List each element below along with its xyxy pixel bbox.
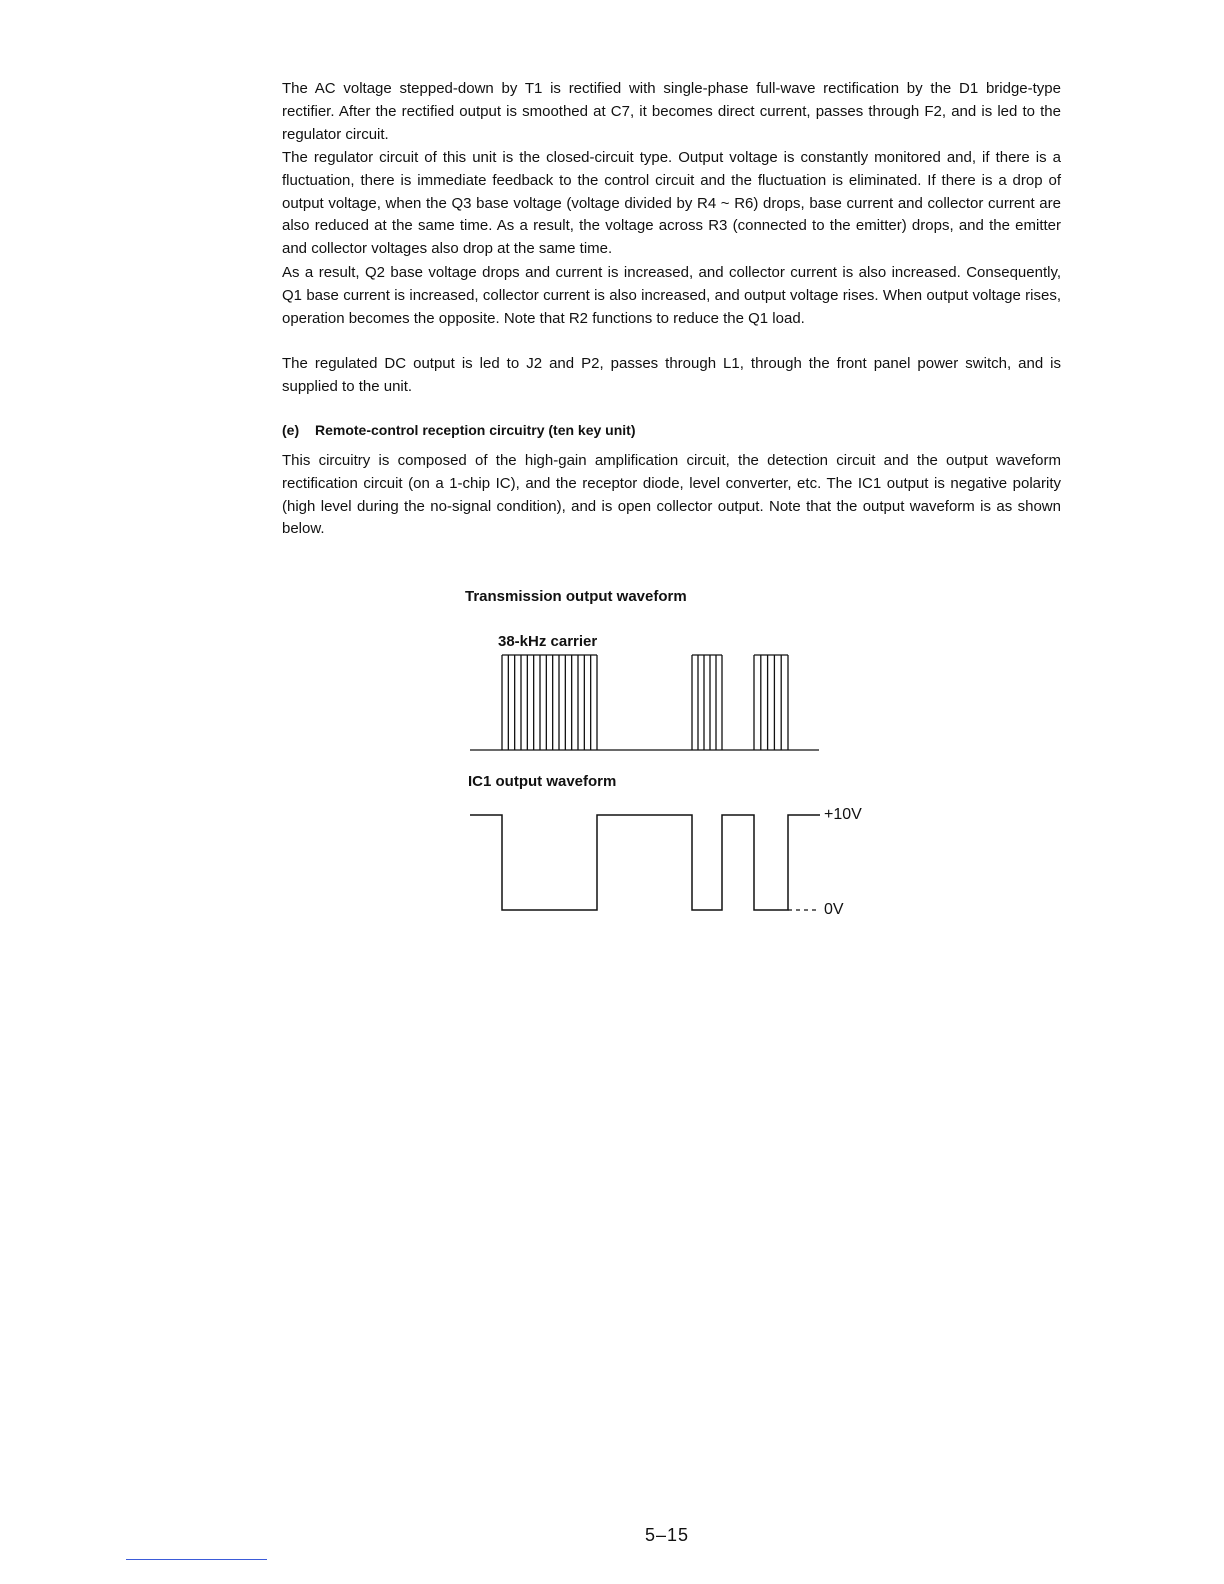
section-label: (e) bbox=[282, 422, 300, 438]
footer-rule bbox=[126, 1559, 267, 1560]
section-paragraph: This circuitry is composed of the high-gain amplification circuit, the detection circuit and the output waveform rectification circuit (on a 1-chip IC), and the receptor diode, level converter, etc. The IC1 output is negative polarity (high level during the no-signal condition), and is open collector output. Note that the output waveform is as shown below. bbox=[282, 452, 1061, 538]
paragraph-regulator-result: As a result, Q2 base voltage drops and current is increased, and collector current is also increased. Consequently, Q1 base current is increased, collector current is also increased, and output voltage rises. When output voltage rises, operation becomes the opposite. Note that R2 functions to reduce the Q1 load. bbox=[282, 264, 1061, 327]
high-level-label: +10V bbox=[824, 806, 862, 823]
low-level-label: 0V bbox=[824, 901, 844, 918]
paragraph-rectification: The AC voltage stepped-down by T1 is rectified with single-phase full-wave rectification by the D1 bridge-type rectifier. After the rectified output is smoothed at C7, it becomes direct current, passes through F2, and is led to the regulator circuit. bbox=[282, 80, 1061, 143]
carrier-burst bbox=[754, 655, 788, 750]
transmission-waveform bbox=[470, 655, 819, 750]
section-title: Remote-control reception circuitry (ten key unit) bbox=[315, 422, 636, 438]
carrier-label: 38-kHz carrier bbox=[498, 633, 598, 650]
paragraph-regulated-output: The regulated DC output is led to J2 and P2, passes through L1, through the front panel power switch, and is supplied to the unit. bbox=[282, 355, 1061, 395]
transmission-waveform-title: Transmission output waveform bbox=[465, 588, 687, 605]
carrier-burst bbox=[502, 655, 597, 750]
ic1-output-trace bbox=[470, 815, 820, 910]
page-number: 5–15 bbox=[645, 1525, 690, 1545]
paragraph-regulator: The regulator circuit of this unit is the closed-circuit type. Output voltage is constantly monitored and, if there is a fluctuation, there is immediate feedback to the control circuit and the fluctuation is eliminated. If there is a drop of output voltage, when the Q3 base voltage (voltage divided by R4 ~ R6) drops, base current and collector current are also reduced at the same time. As a result, the voltage across R3 (connected to the emitter) drops, and the emitter and collector voltages also drop at the same time. bbox=[282, 149, 1061, 258]
ic1-waveform-title: IC1 output waveform bbox=[468, 773, 617, 790]
carrier-burst bbox=[692, 655, 722, 750]
ic1-output-waveform bbox=[470, 815, 820, 910]
